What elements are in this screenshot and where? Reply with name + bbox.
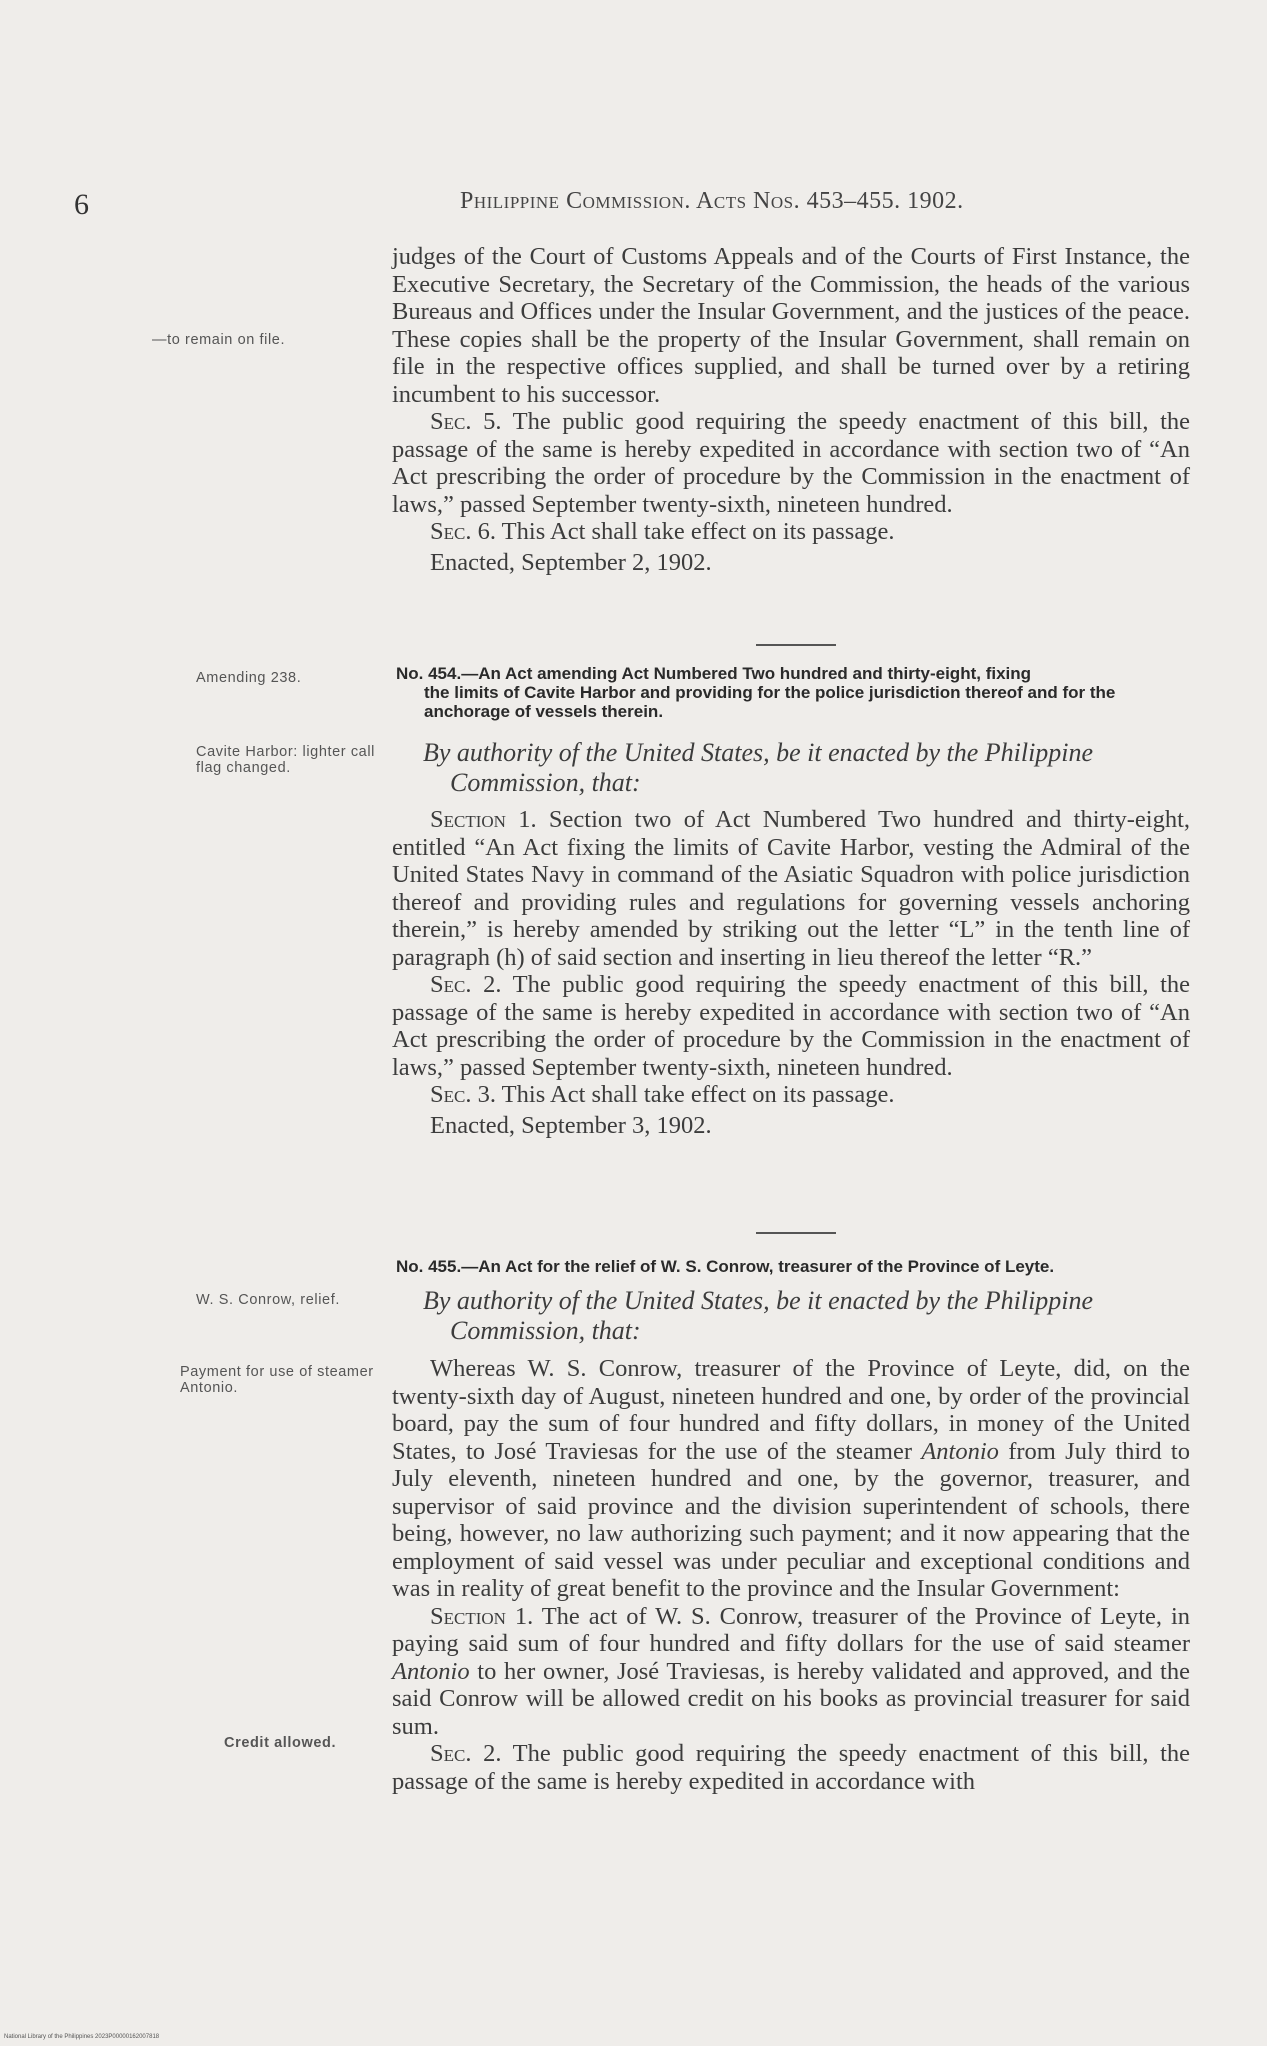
act455-body [392, 1355, 1190, 1795]
act-number: No. 455. [396, 1257, 462, 1276]
section-text: Section two of Act Numbered Two hundred and thirty-eight, entitled “An Act fixing the limits of Cavite Harbor, vesting the Admiral of the United States Navy in command of the Asiatic Squadron with police jurisdiction thereof and providing rules and regulations for governing vessels anchoring therein,” is hereby amended by striking out the letter “L” in the tenth line of paragraph (h) of said section and inserting in lieu thereof the letter “R.” [392, 806, 1190, 971]
act455-heading [396, 1257, 1200, 1276]
section-2 [392, 971, 1190, 1081]
page-number: 6 [74, 188, 89, 221]
enacting-clause-line1: By authority of the United States, be it enacted by the Philippine [423, 738, 1094, 767]
act454-heading [396, 664, 1200, 721]
section-label: Sec. 2. [430, 1740, 502, 1767]
margin-note-conrow-relief: W. S. Conrow, relief. [196, 1292, 340, 1308]
act453-continued [392, 243, 1190, 576]
whereas-text-a: Whereas W. S. Conrow, treasurer of the Province of Leyte, did, on the twenty-sixth day of August, nineteen hundred and one, by order of the provincial board, pay the sum of four hundred and fifty dollars, in money of the United States, to José Traviesas for the use of the steamer [392, 1355, 1190, 1465]
section-text: The public good requiring the speedy enactment of this bill, the passage of the same is hereby expedited in accordance with [392, 1740, 1190, 1795]
enacted-date: Enacted, September 2, 1902. [430, 548, 712, 576]
section-text: The public good requiring the speedy enactment of this bill, the passage of the same is hereby expedited in accordance with section two of “An Act prescribing the order of procedure by the Commission in the enactment of laws,” passed September twenty-sixth, nineteen hundred. [392, 408, 1190, 518]
section-label: Sec. 6. [430, 518, 496, 545]
vessel-name: Antonio [921, 1437, 999, 1465]
section-divider [756, 644, 836, 646]
enacted-date: Enacted, September 3, 1902. [430, 1111, 712, 1139]
section-label: Section 1. [430, 806, 537, 833]
act454-enacting-clause [423, 738, 1203, 798]
act455-enacting-clause [423, 1286, 1203, 1346]
section-text: This Act shall take effect on its passage. [495, 1081, 895, 1108]
section-text-a: The act of W. S. Conrow, treasurer of the Province of Leyte, in paying said sum of four hundred and fifty dollars for the use of said steamer [392, 1602, 1190, 1657]
section-1 [392, 1603, 1190, 1741]
section-label: Sec. 5. [430, 408, 502, 435]
section-1 [392, 806, 1190, 971]
act-title: —An Act amending Act Numbered Two hundred and thirty-eight, fixing [461, 664, 1032, 683]
section-label: Sec. 3. [430, 1081, 496, 1108]
section-3 [392, 1081, 1190, 1109]
section-label: Sec. 2. [430, 971, 502, 998]
enacting-clause-line2: Commission, that: [450, 1316, 641, 1345]
section-divider [756, 1232, 836, 1234]
act-title-continued: the limits of Cavite Harbor and providing for the police jurisdiction thereof and for the anchorage of vessels therein. [424, 683, 1116, 721]
enacting-clause-line2: Commission, that: [450, 768, 641, 797]
paragraph: judges of the Court of Customs Appeals and of the Courts of First Instance, the Executive Secretary, the Secretary of the Commission, the heads of the various Bureaus and Offices under the Insular Government, and the justices of the peace. These copies shall be the property of the Insular Government, shall remain on file in the respective offices supplied, and shall be turned over by a retiring incumbent to his successor. [392, 243, 1190, 408]
margin-note-payment: Payment for use of steamer Antonio. [180, 1364, 374, 1396]
section-6 [392, 518, 1190, 546]
margin-note-credit: Credit allowed. [224, 1735, 337, 1751]
margin-note-cavite: Cavite Harbor: lighter call flag changed. [196, 744, 375, 776]
section-text: This Act shall take effect on its passage. [495, 518, 895, 545]
whereas-clause [392, 1355, 1190, 1603]
section-5 [392, 408, 1190, 518]
act-title: —An Act for the relief of W. S. Conrow, treasurer of the Province of Leyte. [461, 1257, 1055, 1276]
section-text: The public good requiring the speedy enactment of this bill, the passage of the same is hereby expedited in accordance with section two of “An Act prescribing the order of procedure by the Commission in the enactment of laws,” passed September twenty-sixth, nineteen hundred. [392, 971, 1190, 1081]
running-head: Philippine Commission. Acts Nos. 453–455. 1902. [460, 188, 964, 214]
enacting-clause-line1: By authority of the United States, be it enacted by the Philippine [423, 1286, 1094, 1315]
section-text-b: to her owner, José Traviesas, is hereby validated and approved, and the said Conrow will be allowed credit on his books as provincial treasurer for said sum. [392, 1657, 1190, 1740]
section-2 [392, 1740, 1190, 1795]
act-number: No. 454. [396, 664, 462, 683]
act454-body [392, 806, 1190, 1139]
section-label: Section 1. [430, 1602, 534, 1630]
margin-note-remain-on-file: —to remain on file. [152, 332, 286, 348]
archive-footer: National Library of the Philippines 2023P00000162007818 [4, 2034, 160, 2040]
whereas-text-b: from July third to July eleventh, nineteen hundred and one, by the governor, treasurer, and supervisor of said province and the division superintendent of schools, there being, however, no law authorizing such payment; and it now appearing that the employment of said vessel was under peculiar and exceptional conditions and was in reality of great benefit to the province and the Insular Government: [392, 1437, 1190, 1602]
vessel-name: Antonio [392, 1657, 470, 1685]
margin-note-amending: Amending 238. [196, 670, 302, 686]
